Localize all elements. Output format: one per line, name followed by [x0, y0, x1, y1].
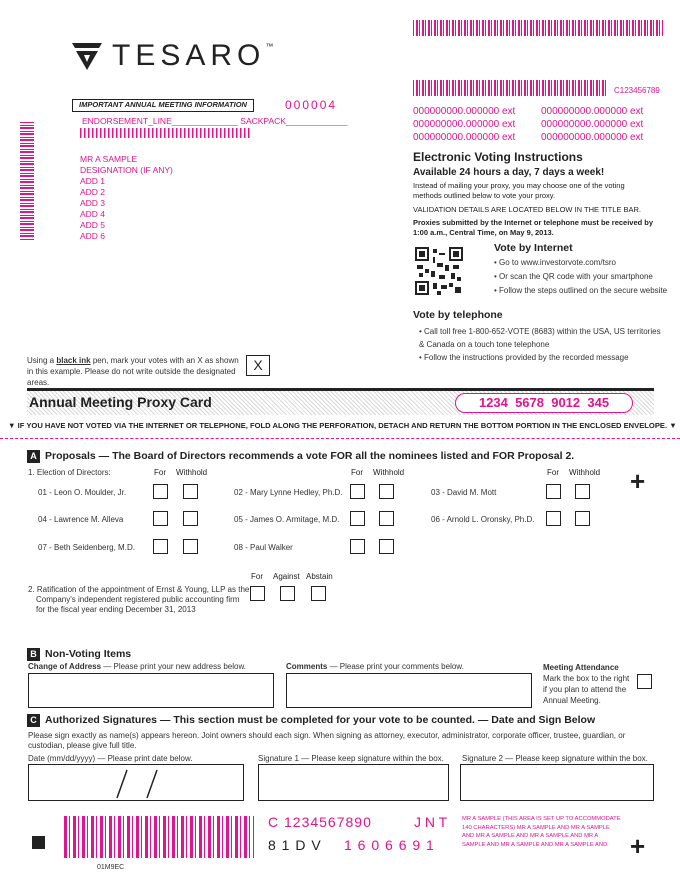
account-line: 000000000.000000 ext: [413, 106, 516, 117]
col-for: For: [251, 572, 263, 581]
signature-instructions: Please sign exactly as name(s) appears hereon. Joint owners should each sign. When signing as attorney, executor, administrator, corporate officer, trustee, guardian, or custodian, please give full title.: [28, 731, 626, 750]
address-line: ADD 4: [80, 209, 106, 219]
account-line: 000000000.000000 ext: [541, 106, 644, 117]
ink-instruction: Using a black ink pen, mark your votes with an X as shown in this example. Please do not write outside the designated areas.: [27, 356, 239, 387]
col-for: For: [154, 468, 166, 477]
account-line: 000000000.000000 ext: [413, 132, 516, 143]
nominee-06: 06 - Arnold L. Oronsky, Ph.D.: [431, 515, 535, 524]
signature-1-field[interactable]: [258, 764, 449, 801]
nominee-08: 08 - Paul Walker: [234, 543, 293, 552]
validation-note: VALIDATION DETAILS ARE LOCATED BELOW IN THE TITLE BAR.: [413, 205, 641, 214]
brand-name: TESARO: [112, 39, 266, 72]
phone-item: • Call toll free 1-800-652-VOTE (8683) within the USA, US territories & Canada on a touch tone telephone: [419, 327, 661, 349]
nominee-03-for[interactable]: [546, 484, 561, 499]
sequence-number: 000004: [285, 98, 338, 112]
proxy-card-title-bar: [27, 391, 654, 415]
footer-code-1: 8 1 D V: [268, 837, 322, 853]
nominee-07: 07 - Beth Seidenberg, M.D.: [38, 543, 135, 552]
proposal-2: 2. Ratification of the appointment of Ernst & Young, LLP as the Company's independent registered public accounting firm for the fiscal year ending December 31, 2013: [28, 585, 250, 614]
nominee-03-withhold[interactable]: [575, 484, 590, 499]
account-line: 000000000.000000 ext: [413, 119, 516, 130]
footer-code-2: 1 6 0 6 6 9 1: [344, 837, 435, 853]
proxy-code: 1234 5678 9012 345: [455, 393, 633, 413]
address-line: DESIGNATION (IF ANY): [80, 165, 173, 175]
section-a-heading: A Proposals — The Board of Directors recommends a vote FOR all the nominees listed and FOR Proposal 2.: [27, 450, 574, 463]
nominee-04: 04 - Lawrence M. Alleva: [38, 515, 124, 524]
col-withhold: Withhold: [373, 468, 405, 477]
proposal-2-against[interactable]: [280, 586, 295, 601]
signature-1-label: Signature 1 — Please keep signature within the box.: [258, 754, 444, 763]
col-for: For: [351, 468, 363, 477]
nominee-01-withhold[interactable]: [183, 484, 198, 499]
deadline-note: Proxies submitted by the Internet or telephone must be received by 1:00 a.m., Central Time, on May 9, 2013.: [413, 218, 654, 237]
registration-square: [32, 836, 45, 849]
nominee-08-for[interactable]: [350, 539, 365, 554]
voting-title: Electronic Voting Instructions: [413, 150, 583, 164]
postal-barcode: [80, 128, 250, 138]
col-for: For: [547, 468, 559, 477]
meeting-attendance: Meeting Attendance Mark the box to the right if you plan to attend the Annual Meeting.: [543, 663, 630, 705]
proxy-card-title: Annual Meeting Proxy Card: [29, 394, 212, 410]
comments-label: Comments — Please print your comments below.: [286, 662, 464, 671]
internet-item: • Follow the steps outlined on the secure website: [494, 286, 668, 295]
nominee-02-for[interactable]: [350, 484, 365, 499]
endorsement-line: ENDORSEMENT_LINE______________ SACKPACK_____________: [82, 116, 348, 126]
date-field[interactable]: [28, 764, 244, 801]
plus-mark: +: [630, 466, 646, 496]
internet-item: • Or scan the QR code with your smartphone: [494, 272, 653, 281]
nominee-08-withhold[interactable]: [379, 539, 394, 554]
qr-code: [415, 247, 463, 295]
perforation-line: [0, 438, 680, 439]
nominee-06-for[interactable]: [546, 511, 561, 526]
voting-intro: Instead of mailing your proxy, you may choose one of the voting methods outlined below to vote your proxy.: [413, 181, 625, 200]
plus-mark: +: [630, 831, 646, 861]
account-line: 000000000.000000 ext: [541, 119, 644, 130]
signature-2-label: Signature 2 — Please keep signature within the box.: [462, 754, 648, 763]
change-of-address-field[interactable]: [28, 673, 274, 708]
vote-telephone: [413, 309, 668, 362]
nominee-01-for[interactable]: [153, 484, 168, 499]
nominee-05: 05 - James O. Armitage, M.D.: [234, 515, 340, 524]
account-lines: [413, 106, 663, 143]
fold-instruction: ▼ IF YOU HAVE NOT VOTED VIA THE INTERNET OR TELEPHONE, FOLD ALONG THE PERFORATION, DETACH AND RETURN THE BOTTOM PORTION IN THE ENCLOSED ENVELOPE. ▼: [8, 421, 677, 430]
date-slashes: [29, 765, 245, 802]
brand-tm: ™: [265, 42, 274, 51]
triangle-down-icon: ▼: [667, 421, 677, 430]
signature-2-field[interactable]: [460, 764, 654, 801]
address-line: MR A SAMPLE: [80, 154, 138, 164]
address-line: ADD 5: [80, 220, 106, 230]
important-info-box: IMPORTANT ANNUAL MEETING INFORMATION: [72, 99, 254, 112]
nominee-02-withhold[interactable]: [379, 484, 394, 499]
top-barcode: [413, 20, 663, 36]
phone-title: Vote by telephone: [413, 309, 503, 321]
col-abstain: Abstain: [306, 572, 333, 581]
proposal-2-for[interactable]: [250, 586, 265, 601]
nominee-05-withhold[interactable]: [379, 511, 394, 526]
date-label: Date (mm/dd/yyyy) — Please print date below.: [28, 754, 193, 763]
address-line: ADD 3: [80, 198, 106, 208]
footer-barcode: [64, 816, 254, 858]
nominee-07-withhold[interactable]: [183, 539, 198, 554]
address-line: ADD 1: [80, 176, 106, 186]
nominee-02: 02 - Mary Lynne Hedley, Ph.D.: [234, 488, 343, 497]
nominee-05-for[interactable]: [350, 511, 365, 526]
nominee-04-withhold[interactable]: [183, 511, 198, 526]
section-c-heading: C Authorized Signatures — This section must be completed for your vote to be counted. — Date and Sign Below: [27, 714, 595, 727]
phone-item: • Follow the instructions provided by the recorded message: [419, 353, 629, 362]
col-withhold: Withhold: [176, 468, 208, 477]
example-mark-box: X: [246, 355, 270, 376]
nominee-06-withhold[interactable]: [575, 511, 590, 526]
control-barcode: [413, 80, 608, 96]
tesaro-logo-icon: [70, 39, 104, 73]
side-barcode: [20, 122, 34, 240]
meeting-attendance-checkbox[interactable]: [637, 674, 652, 689]
section-b-heading: B Non-Voting Items: [27, 648, 131, 661]
change-of-address-label: Change of Address — Please print your new address below.: [28, 662, 247, 671]
vote-internet: [494, 242, 674, 295]
nominee-03: 03 - David M. Mott: [431, 488, 497, 497]
footer-sample-text: MR A SAMPLE (THIS AREA IS SET UP TO ACCOMMODATE 140 CHARACTERS) MR A SAMPLE AND MR A SAMPLE AND MR A SAMPLE AND MR A SAMPLE AND MR A SAMPLE AND MR A SAMPLE AND MR A SAMPLE AND: [462, 816, 621, 848]
internet-item: • Go to www.investorvote.com/tsro: [494, 258, 616, 267]
footer-jnt: J N T: [414, 814, 448, 830]
address-line: ADD 2: [80, 187, 106, 197]
voting-subtitle: Available 24 hours a day, 7 days a week!: [413, 167, 605, 178]
nominee-01: 01 - Leon O. Moulder, Jr.: [38, 488, 127, 497]
voting-instructions: [413, 150, 663, 238]
control-id: C123456789: [614, 86, 660, 95]
footer-control: C 1234567890: [268, 814, 372, 830]
internet-title: Vote by Internet: [494, 242, 573, 254]
tesaro-logo: [70, 38, 273, 74]
address-line: ADD 6: [80, 231, 106, 241]
comments-field[interactable]: [286, 673, 532, 708]
nominee-07-for[interactable]: [153, 539, 168, 554]
col-withhold: Withhold: [569, 468, 601, 477]
mailing-address: [80, 154, 173, 242]
proposal-2-abstain[interactable]: [311, 586, 326, 601]
form-code: 01M9EC: [97, 864, 125, 871]
triangle-down-icon: ▼: [8, 421, 18, 430]
election-label: 1. Election of Directors:: [28, 468, 111, 477]
col-against: Against: [273, 572, 300, 581]
nominee-04-for[interactable]: [153, 511, 168, 526]
account-line: 000000000.000000 ext: [541, 132, 644, 143]
